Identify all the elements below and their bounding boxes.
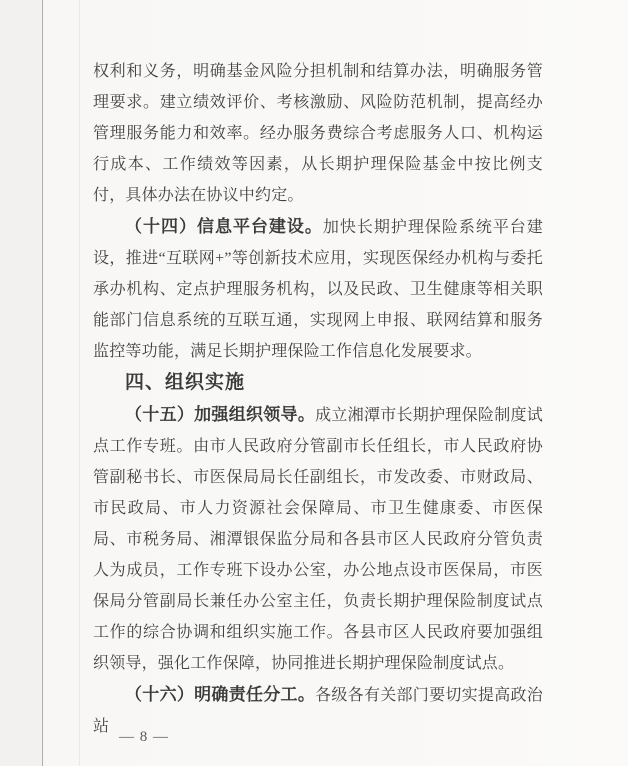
paragraph-text: 权利和义务，明确基金风险分担机制和结算办法，明确服务管理要求。建立绩效评价、考核激励、风险防范机制，提高经办管理服务能力和效率。经办服务费综合考虑服务人口、机构运行成本、工作绩效等因素，从长期护理保险基金中按比例支付，具体办法在协议中约定。 [93, 63, 543, 204]
paragraph-text: 各级各有关部门要切实提高政治站 [93, 687, 543, 735]
section-heading [93, 367, 543, 399]
paragraph [93, 211, 543, 367]
paragraph-lead: （十六）明确责任分工。 [125, 685, 316, 704]
paragraph [93, 56, 543, 211]
paragraph-lead: （十四）信息平台建设。 [125, 217, 323, 236]
page-number: — 8 — [119, 729, 169, 745]
document-body [93, 56, 543, 742]
scan-fold-line [42, 0, 43, 766]
section-heading-text: 四、组织实施 [125, 372, 246, 393]
paragraph-lead: （十五）加强组织领导。 [125, 405, 316, 424]
paragraph-text: 成立湘潭市长期护理保险制度试点工作专班。由市人民政府分管副市长任组长，市人民政府协管副秘书长、市医保局局长任副组长，市发改委、市财政局、市民政局、市人力资源社会保障局、市卫生健康委、市医保局、市税务局、湘潭银保监分局和各县市区人民政府分管负责人为成员，工作专班下设办公室，办公地点设市医保局，市医保局分管副局长兼任办公室主任，负责长期护理保险制度试点工作的综合协调和组织实施工作。各县市区人民政府要加强组织领导，强化工作保障，协同推进长期护理保险制度试点。 [93, 407, 543, 672]
paragraph-text: 加快长期护理保险系统平台建设，推进“互联网+”等创新技术应用，实现医保经办机构与委托承办机构、定点护理服务机构，以及民政、卫生健康等相关职能部门信息系统的互联互通，实现网上申报、联网结算和服务监控等功能，满足长期护理保险工作信息化发展要求。 [93, 219, 543, 360]
paragraph [93, 399, 543, 679]
scan-fold-line-faint [79, 0, 80, 766]
paragraph-container [93, 56, 543, 742]
